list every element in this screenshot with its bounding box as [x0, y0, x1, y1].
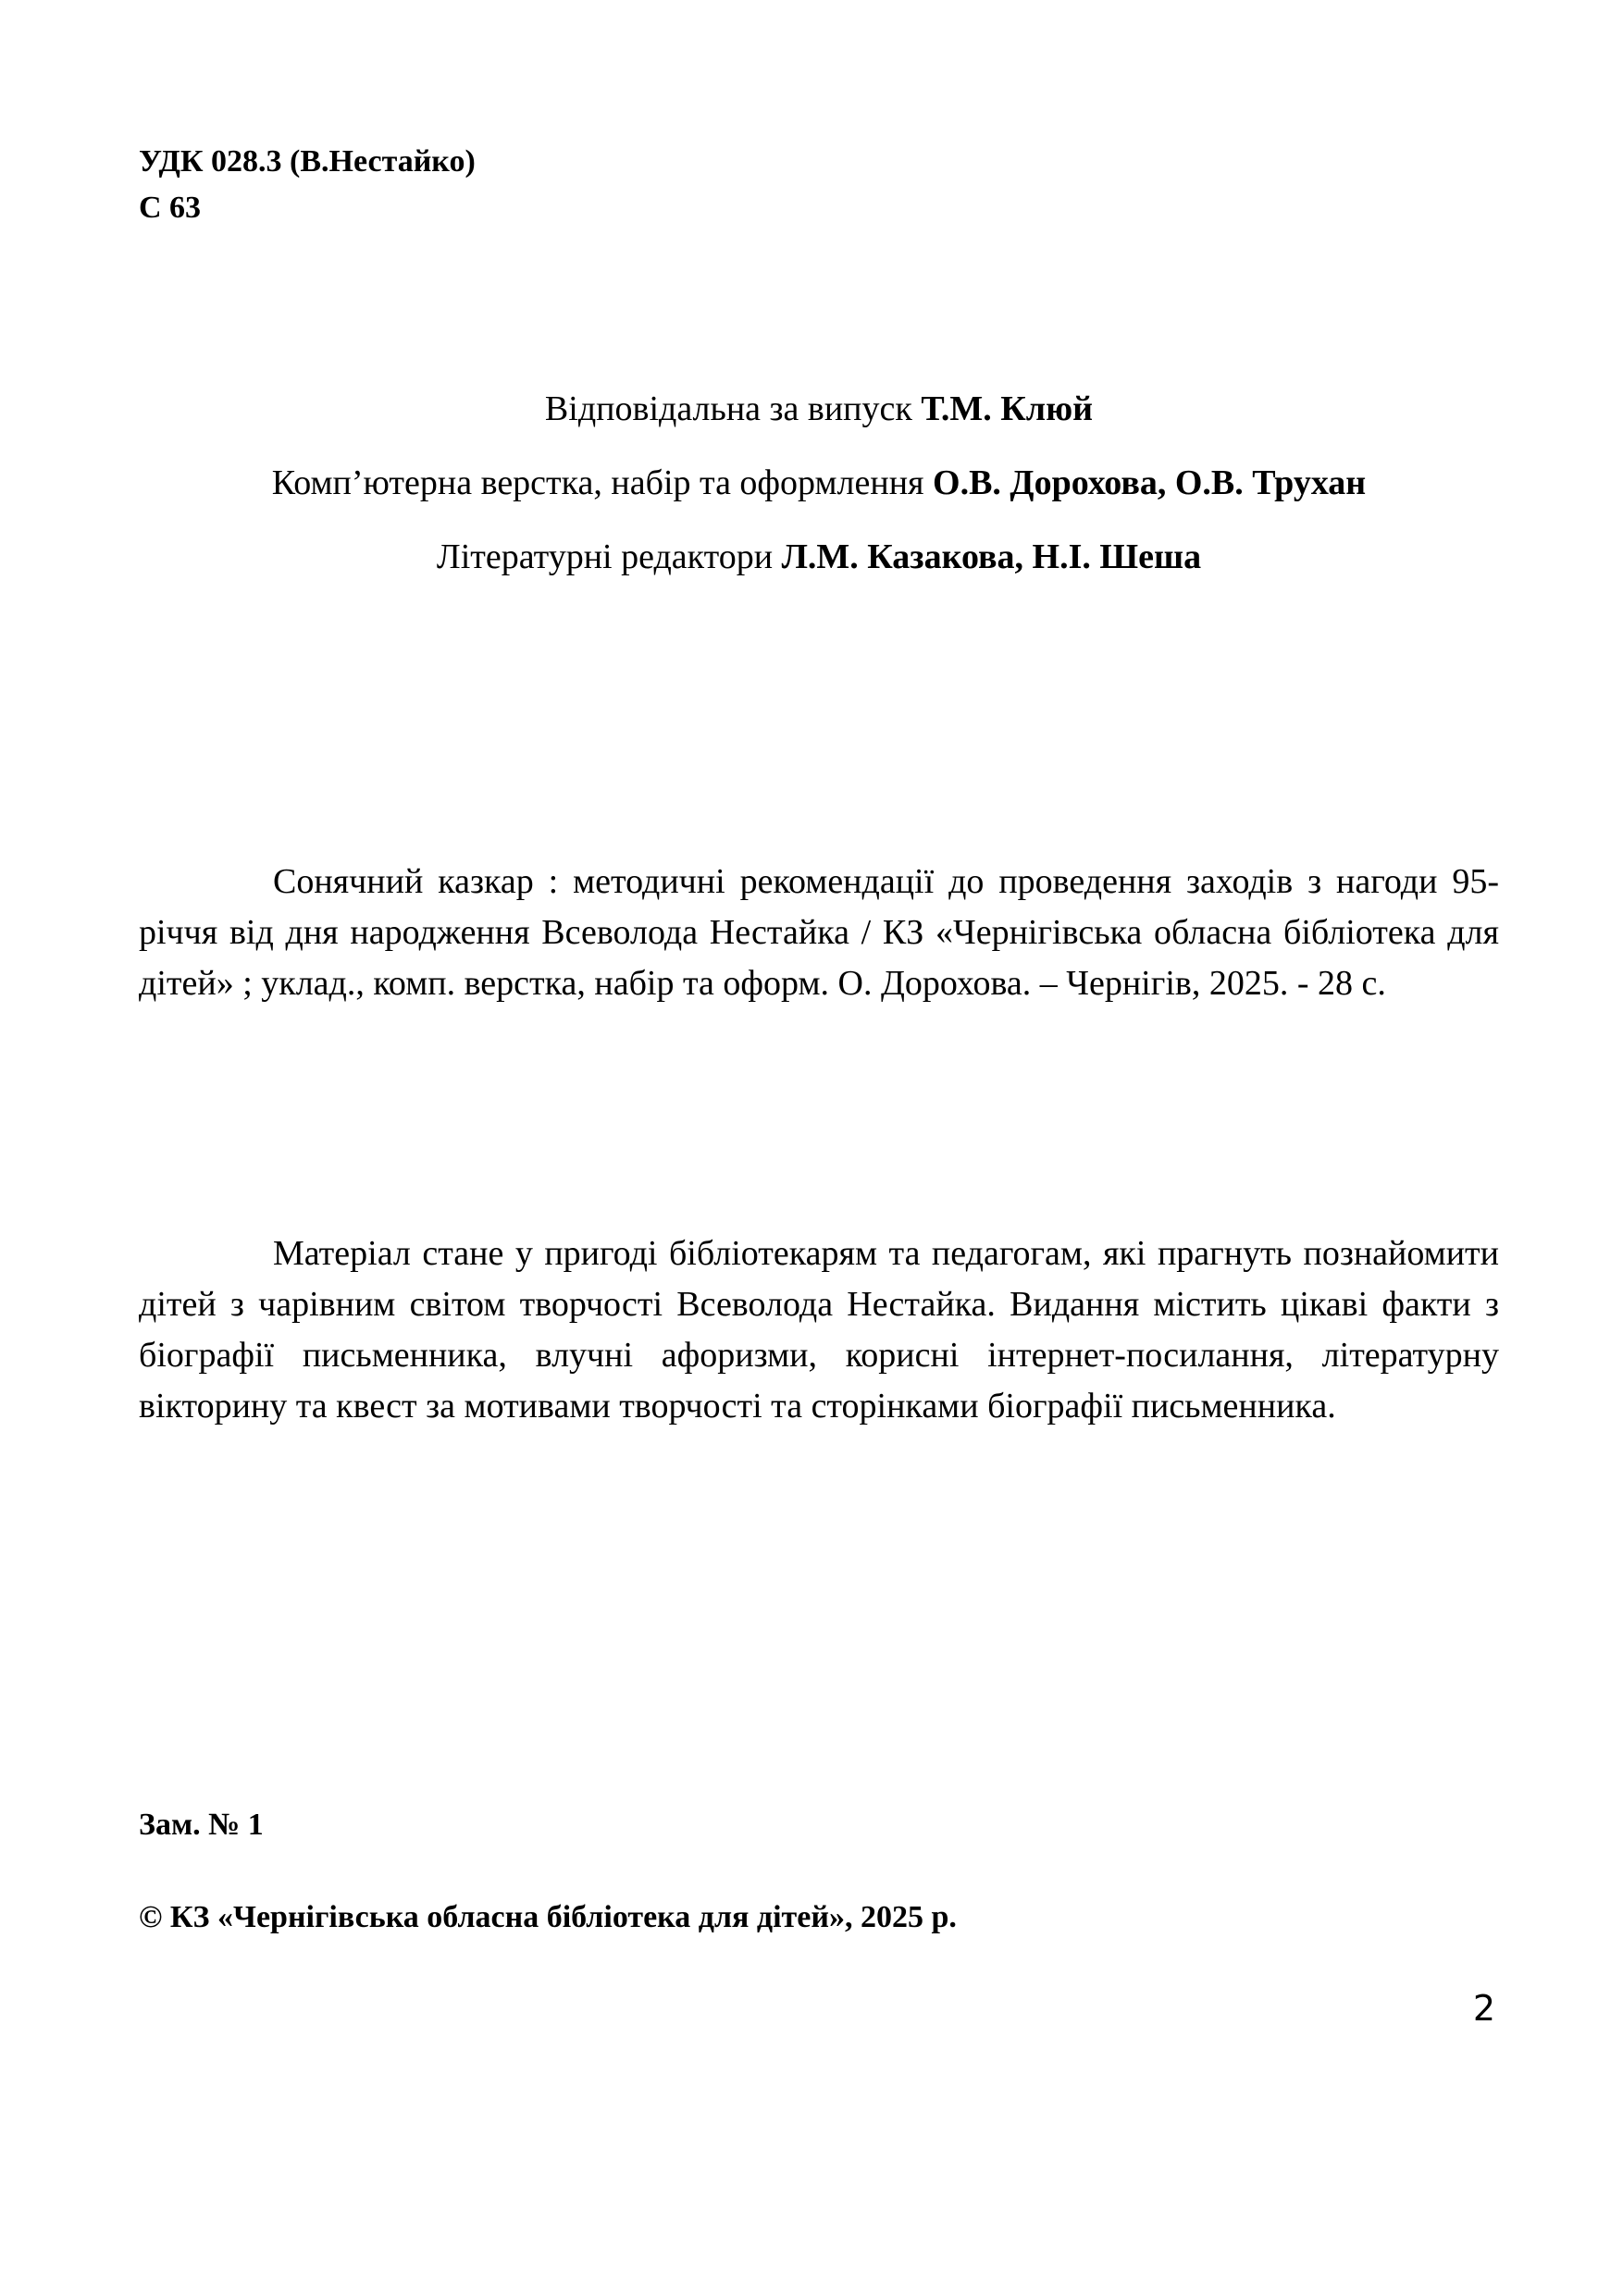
order-number: Зам. № 1	[139, 1808, 264, 1842]
udk-code: УДК 028.3 (В.Нестайко)	[139, 144, 476, 179]
responsible-name: Т.М. Клюй	[921, 389, 1094, 428]
udk-block	[139, 139, 476, 231]
layout-label: Комп’ютерна верстка, набір та оформлення	[271, 463, 924, 502]
copyright-line: © КЗ «Чернігівська обласна бібліотека для дітей», 2025 р.	[139, 1900, 957, 1934]
layout-names: О.В. Дорохова, О.В. Трухан	[933, 463, 1367, 502]
annotation-paragraph: Матеріал стане у пригоді бібліотекарям та педагогам, які прагнуть познайомити дітей з чарівним світом творчості Всеволода Нестайка. Видання містить цікаві факти з біографії письменника, влучні афоризми, корисні інтернет-посилання, літературну вікторину та квест за мотивами творчості та сторінками біографії письменника.	[139, 1234, 1499, 1426]
editors-label: Літературні редактори	[436, 537, 774, 576]
page-number: 2	[1472, 1988, 1495, 2029]
responsible-label: Відповідальна за випуск	[544, 389, 912, 428]
editors-line	[139, 520, 1499, 594]
author-mark: С 63	[139, 191, 202, 225]
bibliographic-description: Сонячний казкар : методичні рекомендації до проведення заходів з нагоди 95-річчя від дня народження Всеволода Нестайка / КЗ «Чернігівська обласна бібліотека для дітей» ; уклад., комп. верстка, набір та оформ. О. Дорохова. – Чернігів, 2025. - 28 с.	[139, 862, 1499, 1003]
editors-names: Л.М. Казакова, Н.І. Шеша	[781, 537, 1202, 576]
responsible-line	[139, 372, 1499, 446]
layout-line	[139, 446, 1499, 520]
credits-block	[139, 372, 1499, 594]
